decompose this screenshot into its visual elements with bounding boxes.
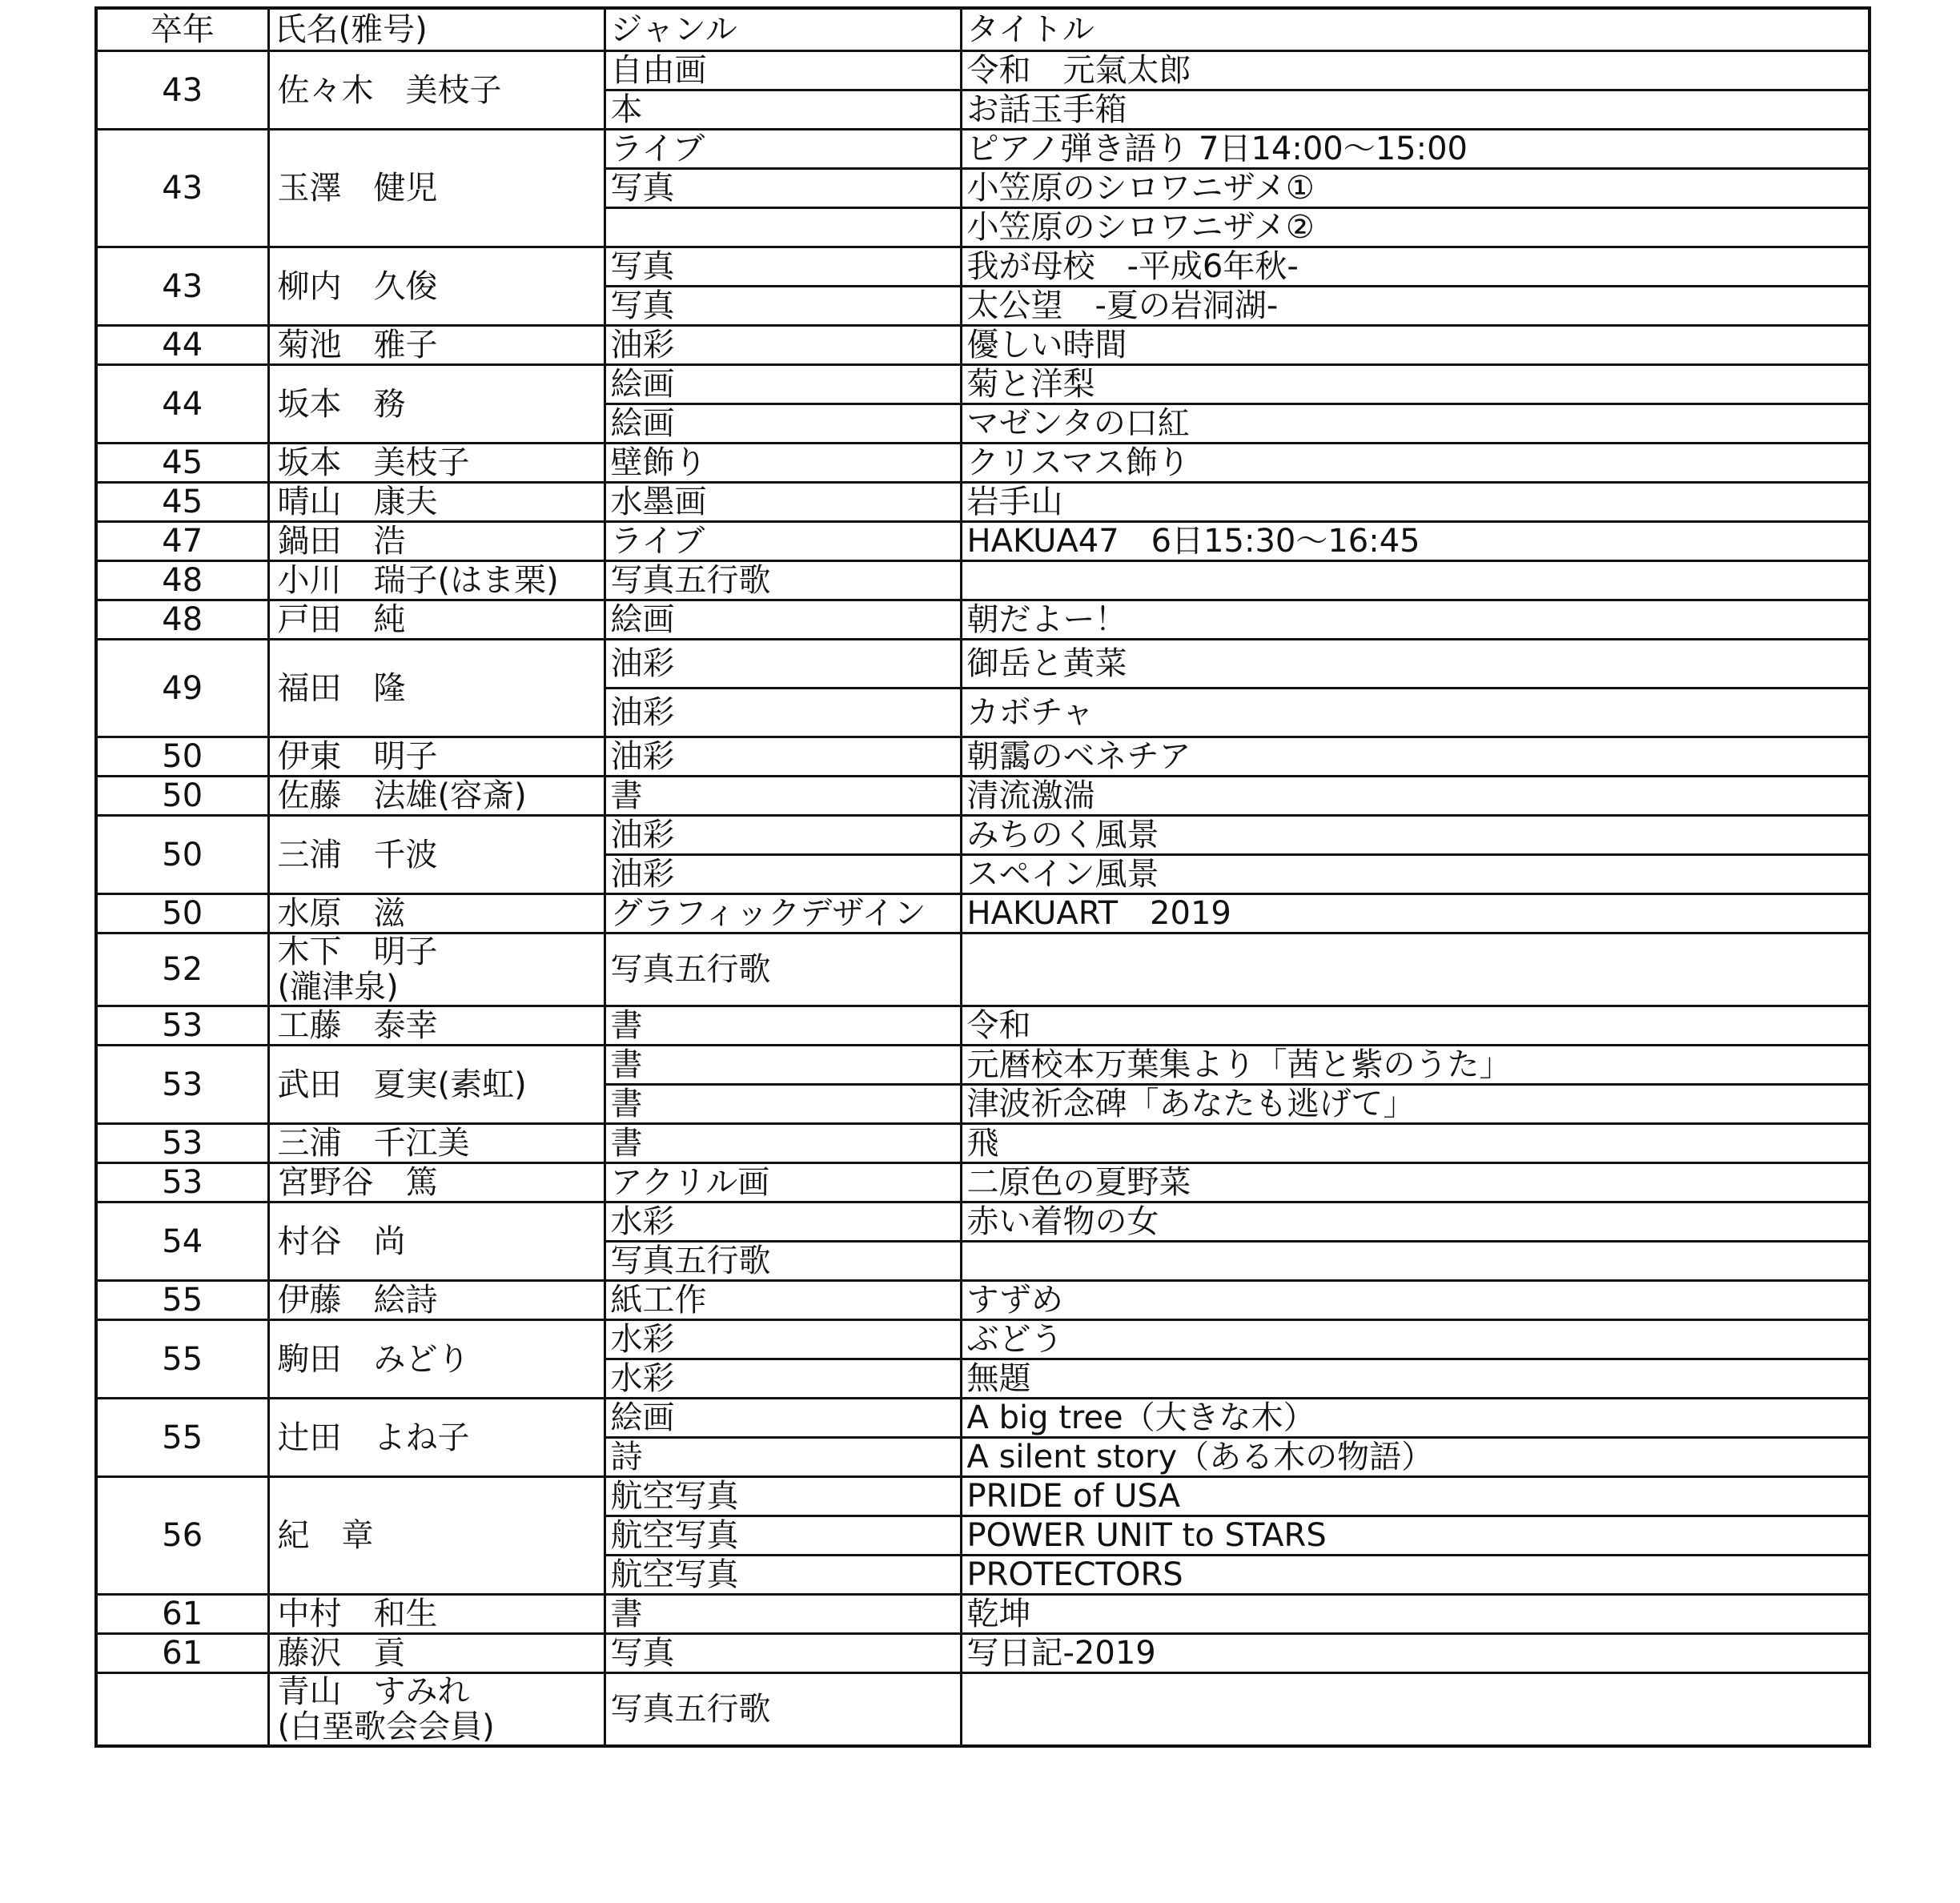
artist-name-text: 小川 瑞子(はま栗) (277, 562, 559, 599)
table-row (96, 1046, 1870, 1085)
work-genre: 本 (604, 90, 961, 130)
work-genre: 自由画 (604, 51, 961, 90)
header-genre: ジャンル (604, 8, 961, 51)
table-row (96, 933, 1870, 1006)
table-row (96, 51, 1870, 90)
graduation-year: 53 (96, 1006, 268, 1046)
work-title: 飛 (961, 1124, 1870, 1163)
work-title: 太公望 -夏の岩洞湖- (961, 287, 1870, 326)
graduation-year: 56 (96, 1477, 268, 1595)
artist-name (268, 1124, 604, 1163)
artist-name-text: 菊池 雅子 (277, 327, 438, 363)
artist-name-text: 青山 すみれ (277, 1673, 470, 1710)
work-title: 菊と洋梨 (961, 365, 1870, 404)
table-row (96, 1163, 1870, 1202)
artist-name (268, 444, 604, 483)
work-title: 令和 元氣太郎 (961, 51, 1870, 90)
graduation-year: 61 (96, 1634, 268, 1673)
work-title (961, 561, 1870, 600)
artist-name-text: 駒田 みどり (277, 1340, 470, 1378)
artist-name-text: 伊東 明子 (277, 738, 438, 775)
header-title: タイトル (961, 8, 1870, 51)
work-title: マゼンタの口紅 (961, 404, 1870, 444)
artist-name (268, 51, 604, 130)
work-genre: 写真五行歌 (604, 933, 961, 1006)
work-genre: 絵画 (604, 1399, 961, 1438)
artist-name-text: 晴山 康夫 (277, 484, 438, 520)
table-row (96, 640, 1870, 689)
artist-name-text: 福田 隆 (277, 669, 406, 707)
artist-name (268, 1595, 604, 1634)
artist-name-text: 藤沢 貢 (277, 1635, 406, 1672)
work-genre: 水彩 (604, 1320, 961, 1359)
work-title: 清流激湍 (961, 777, 1870, 816)
artist-name-text: 工藤 泰幸 (277, 1007, 438, 1044)
table-row (96, 816, 1870, 855)
work-title: 津波祈念碑「あなたも逃げて」 (961, 1085, 1870, 1124)
table-row (96, 600, 1870, 640)
work-title: 乾坤 (961, 1595, 1870, 1634)
work-genre: 油彩 (604, 689, 961, 737)
artist-name-text: 武田 夏実(素虹) (277, 1066, 527, 1103)
artist-name-text: 戸田 純 (277, 601, 406, 638)
graduation-year: 43 (96, 130, 268, 247)
work-title: 元暦校本万葉集より「茜と紫のうた」 (961, 1046, 1870, 1085)
graduation-year: 49 (96, 640, 268, 737)
work-genre: 書 (604, 1124, 961, 1163)
table-row (96, 777, 1870, 816)
artist-name (268, 816, 604, 894)
table-row (96, 483, 1870, 522)
work-title (961, 1242, 1870, 1281)
work-genre: アクリル画 (604, 1163, 961, 1202)
table-body (96, 51, 1870, 1747)
work-genre: 油彩 (604, 326, 961, 365)
header-row (96, 8, 1870, 51)
artist-name (268, 326, 604, 365)
work-genre: 水墨画 (604, 483, 961, 522)
artist-name (268, 640, 604, 737)
graduation-year: 55 (96, 1281, 268, 1320)
work-genre: 写真五行歌 (604, 1673, 961, 1747)
work-title: カボチャ (961, 689, 1870, 737)
artist-name (268, 1634, 604, 1673)
table-row (96, 444, 1870, 483)
table-row (96, 1281, 1870, 1320)
work-title: A big tree（大きな木） (961, 1399, 1870, 1438)
work-title: 二原色の夏野菜 (961, 1163, 1870, 1202)
artist-name (268, 1281, 604, 1320)
artist-name (268, 1046, 604, 1124)
work-title: PROTECTORS (961, 1556, 1870, 1595)
artist-name-text: 紀 章 (277, 1517, 374, 1554)
table-row (96, 326, 1870, 365)
work-genre: 絵画 (604, 365, 961, 404)
work-title: 岩手山 (961, 483, 1870, 522)
work-genre: 水彩 (604, 1359, 961, 1399)
work-title: HAKUART 2019 (961, 894, 1870, 933)
artist-name (268, 737, 604, 777)
work-genre: ライブ (604, 130, 961, 169)
work-title: A silent story（ある木の物語） (961, 1438, 1870, 1477)
table-row (96, 130, 1870, 169)
work-title: 赤い着物の女 (961, 1202, 1870, 1242)
table-row (96, 522, 1870, 561)
work-genre: 写真五行歌 (604, 1242, 961, 1281)
work-title: スペイン風景 (961, 855, 1870, 894)
artist-name (268, 1477, 604, 1595)
artist-name (268, 933, 604, 1006)
work-genre: ライブ (604, 522, 961, 561)
graduation-year: 55 (96, 1399, 268, 1477)
work-title: POWER UNIT to STARS (961, 1516, 1870, 1556)
graduation-year: 50 (96, 737, 268, 777)
artist-name (268, 247, 604, 326)
graduation-year: 44 (96, 365, 268, 444)
work-genre: 書 (604, 777, 961, 816)
graduation-year (96, 1673, 268, 1747)
work-title: すずめ (961, 1281, 1870, 1320)
artist-name-text: 佐藤 法雄(容斎) (277, 777, 527, 814)
work-genre: 航空写真 (604, 1516, 961, 1556)
graduation-year: 50 (96, 777, 268, 816)
artist-name-text: 柳内 久俊 (277, 267, 438, 305)
graduation-year: 54 (96, 1202, 268, 1281)
artist-name (268, 600, 604, 640)
graduation-year: 53 (96, 1163, 268, 1202)
work-title: クリスマス飾り (961, 444, 1870, 483)
artist-name-text: 辻田 よね子 (277, 1419, 470, 1456)
table-row (96, 247, 1870, 287)
artist-name (268, 1673, 604, 1747)
artist-name-text: 玉澤 健児 (277, 170, 438, 207)
artist-name (268, 1202, 604, 1281)
work-title: HAKUA47 6日15:30～16:45 (961, 522, 1870, 561)
artist-name-text: 坂本 務 (277, 385, 406, 423)
work-genre: 写真 (604, 287, 961, 326)
work-title: 優しい時間 (961, 326, 1870, 365)
table-row (96, 1202, 1870, 1242)
artist-name-text: 坂本 美枝子 (277, 444, 470, 481)
table-row (96, 894, 1870, 933)
work-genre: 航空写真 (604, 1556, 961, 1595)
artist-name (268, 1006, 604, 1046)
work-genre: 写真 (604, 247, 961, 287)
work-title: 朝靄のベネチア (961, 737, 1870, 777)
work-genre: 書 (604, 1006, 961, 1046)
artist-name (268, 1163, 604, 1202)
graduation-year: 43 (96, 247, 268, 326)
artist-pen-name: (白堊歌会会員) (277, 1708, 495, 1745)
artist-name (268, 1320, 604, 1399)
header-name: 氏名(雅号) (268, 8, 604, 51)
table-row (96, 1634, 1870, 1673)
graduation-year: 45 (96, 483, 268, 522)
work-title: 御岳と黄菜 (961, 640, 1870, 689)
work-genre: 油彩 (604, 816, 961, 855)
graduation-year: 45 (96, 444, 268, 483)
work-genre: 壁飾り (604, 444, 961, 483)
artist-name (268, 1399, 604, 1477)
table-row (96, 1477, 1870, 1516)
graduation-year: 50 (96, 894, 268, 933)
work-title (961, 933, 1870, 1006)
work-genre: 写真 (604, 1634, 961, 1673)
artist-name-text: 水原 滋 (277, 895, 406, 932)
work-title: 小笠原のシロワニザメ① (961, 169, 1870, 208)
work-genre: 詩 (604, 1438, 961, 1477)
graduation-year: 44 (96, 326, 268, 365)
artist-name (268, 365, 604, 444)
artist-name-text: 鍋田 浩 (277, 523, 406, 560)
artist-name-text: 佐々木 美枝子 (277, 71, 502, 109)
artist-name-text: 村谷 尚 (277, 1222, 406, 1260)
graduation-year: 55 (96, 1320, 268, 1399)
work-genre (604, 208, 961, 247)
table-row (96, 737, 1870, 777)
artist-name-text: 木下 明子 (277, 933, 438, 970)
work-genre: 絵画 (604, 600, 961, 640)
work-genre: 航空写真 (604, 1477, 961, 1516)
table-row (96, 1595, 1870, 1634)
table-row (96, 365, 1870, 404)
table-row (96, 1399, 1870, 1438)
exhibition-list (94, 6, 1868, 1748)
artist-name (268, 130, 604, 247)
graduation-year: 47 (96, 522, 268, 561)
work-title: 我が母校 -平成6年秋- (961, 247, 1870, 287)
graduation-year: 48 (96, 600, 268, 640)
work-title: みちのく風景 (961, 816, 1870, 855)
work-genre: 紙工作 (604, 1281, 961, 1320)
table-row (96, 1673, 1870, 1747)
work-title: ピアノ弾き語り 7日14:00～15:00 (961, 130, 1870, 169)
work-title: お話玉手箱 (961, 90, 1870, 130)
artist-name-text: 三浦 千波 (277, 836, 438, 873)
work-genre: 書 (604, 1085, 961, 1124)
artist-name (268, 777, 604, 816)
header-year: 卒年 (96, 8, 268, 51)
work-title: 朝だよー！ (961, 600, 1870, 640)
artist-name-text: 中村 和生 (277, 1596, 438, 1632)
artist-name (268, 894, 604, 933)
graduation-year: 53 (96, 1124, 268, 1163)
work-genre: 写真 (604, 169, 961, 208)
work-genre: 油彩 (604, 855, 961, 894)
graduation-year: 61 (96, 1595, 268, 1634)
graduation-year: 48 (96, 561, 268, 600)
work-title: 小笠原のシロワニザメ② (961, 208, 1870, 247)
graduation-year: 52 (96, 933, 268, 1006)
work-title: 無題 (961, 1359, 1870, 1399)
artist-pen-name: (瀧津泉) (277, 969, 399, 1006)
exhibit-table (94, 6, 1871, 1748)
work-genre: グラフィックデザイン (604, 894, 961, 933)
work-title: PRIDE of USA (961, 1477, 1870, 1516)
artist-name (268, 522, 604, 561)
work-title (961, 1673, 1870, 1747)
work-title: ぶどう (961, 1320, 1870, 1359)
graduation-year: 50 (96, 816, 268, 894)
work-genre: 油彩 (604, 640, 961, 689)
artist-name-text: 伊藤 絵詩 (277, 1282, 438, 1319)
artist-name (268, 561, 604, 600)
artist-name-text: 三浦 千江美 (277, 1125, 470, 1162)
graduation-year: 43 (96, 51, 268, 130)
work-title: 写日記-2019 (961, 1634, 1870, 1673)
work-title: 令和 (961, 1006, 1870, 1046)
table-row (96, 1006, 1870, 1046)
work-genre: 書 (604, 1046, 961, 1085)
graduation-year: 53 (96, 1046, 268, 1124)
artist-name-text: 宮野谷 篤 (277, 1164, 438, 1201)
work-genre: 書 (604, 1595, 961, 1634)
work-genre: 写真五行歌 (604, 561, 961, 600)
work-genre: 水彩 (604, 1202, 961, 1242)
table-row (96, 1124, 1870, 1163)
work-genre: 絵画 (604, 404, 961, 444)
table-row (96, 561, 1870, 600)
work-genre: 油彩 (604, 737, 961, 777)
table-row (96, 1320, 1870, 1359)
artist-name (268, 483, 604, 522)
